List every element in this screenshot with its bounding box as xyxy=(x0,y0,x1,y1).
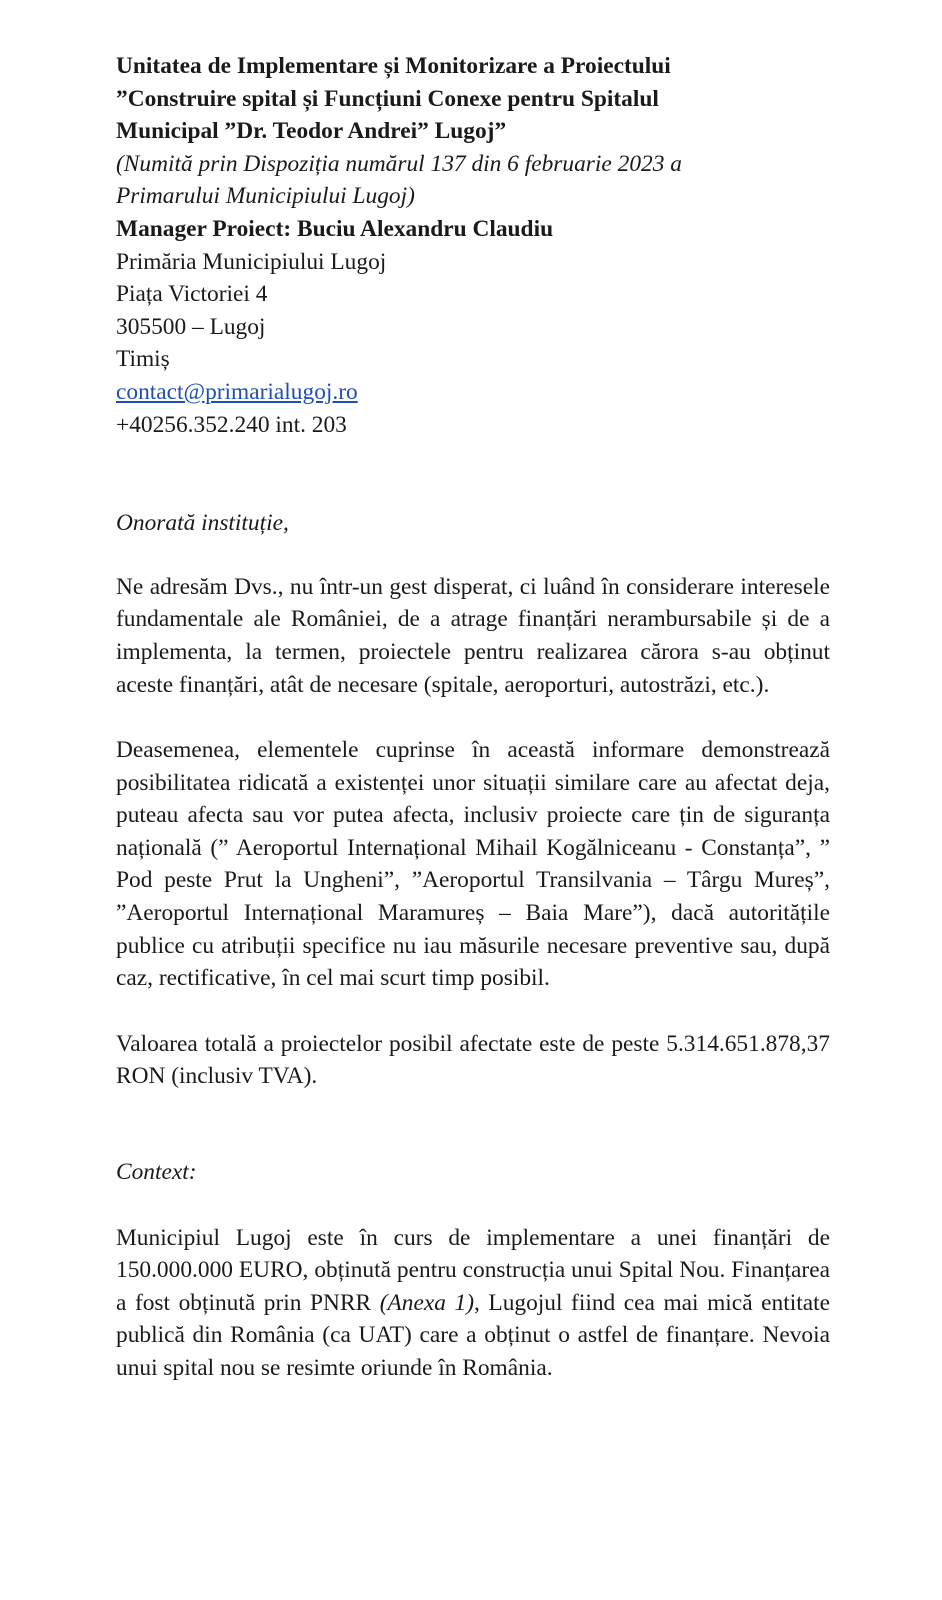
appointment-line-2: Primarului Municipiului Lugoj) xyxy=(116,183,415,210)
address-county: Timiș xyxy=(116,346,170,373)
project-title-line-1: Unitatea de Implementare și Monitorizare a Proiectului xyxy=(116,53,671,79)
phone-number: +40256.352.240 int. 203 xyxy=(116,411,347,438)
paragraph-total-value: Valoarea totală a proiectelor posibil afectate este de peste 5.314.651.878,37 RON (inclusiv TVA). xyxy=(116,1030,830,1090)
context-text-start: Municipiul Lugoj este în curs de implementare a unei finanțări de 150.000.000 EURO, obținută pentru construcția unui Spital Nou. Finanțarea a fost obținută prin PNRR xyxy=(116,1224,830,1316)
paragraph-context xyxy=(116,1222,830,1385)
project-title-line-3: Municipal ”Dr. Teodor Andrei” Lugoj” xyxy=(116,118,507,145)
address-postal-city: 305500 – Lugoj xyxy=(116,313,266,340)
letter-header xyxy=(116,50,830,441)
project-manager: Manager Proiect: Buciu Alexandru Claudiu xyxy=(116,215,554,242)
annex-reference: (Anexa 1) xyxy=(379,1289,474,1316)
address-institution: Primăria Municipiului Lugoj xyxy=(116,248,387,275)
appointment-line-1: (Numită prin Dispoziția numărul 137 din 6 februarie 2023 a xyxy=(116,150,682,177)
salutation: Onorată instituție, xyxy=(116,510,289,537)
context-text-end: , Lugojul fiind cea mai mică entitate publică din România (ca UAT) care a obținut o astfel de finanțare. Nevoia unui spital nou se resimte oriunde în România. xyxy=(116,1289,830,1381)
address-street: Piața Victoriei 4 xyxy=(116,281,268,308)
email-link[interactable]: contact@primarialugoj.ro xyxy=(116,378,358,405)
paragraph-intro: Ne adresăm Dvs., nu într-un gest disperat, ci luând în considerare interesele fundamentale ale României, de a atrage finanțări nerambursabile și de a implementa, la termen, proiectele pentru realizarea cărora s-au obținut aceste finanțări, atât de necesare (spitale, aeroporturi, autostrăzi, etc.). xyxy=(116,573,830,698)
paragraph-situations: Deasemenea, elementele cuprinse în această informare demonstrează posibilitatea ridicată a existenței unor situații similare care au afectat deja, puteau afecta sau vor putea afecta, inclusiv proiecte care țin de siguranța națională (” Aeroportul Internațional Mihail Kogălniceanu - Constanța”, ” Pod peste Prut la Ungheni”, ”Aeroportul Transilvania – Târgu Mureș”, ”Aeroportul Internațional Maramureș – Baia Mare”), dacă autoritățile publice cu atribuții specifice nu iau măsurile necesare preventive sau, după caz, rectificative, în cel mai scurt timp posibil. xyxy=(116,737,830,992)
letter-page xyxy=(116,50,830,1385)
context-heading: Context: xyxy=(116,1159,197,1186)
project-title-line-2: ”Construire spital și Funcțiuni Conexe pentru Spitalul xyxy=(116,85,659,112)
